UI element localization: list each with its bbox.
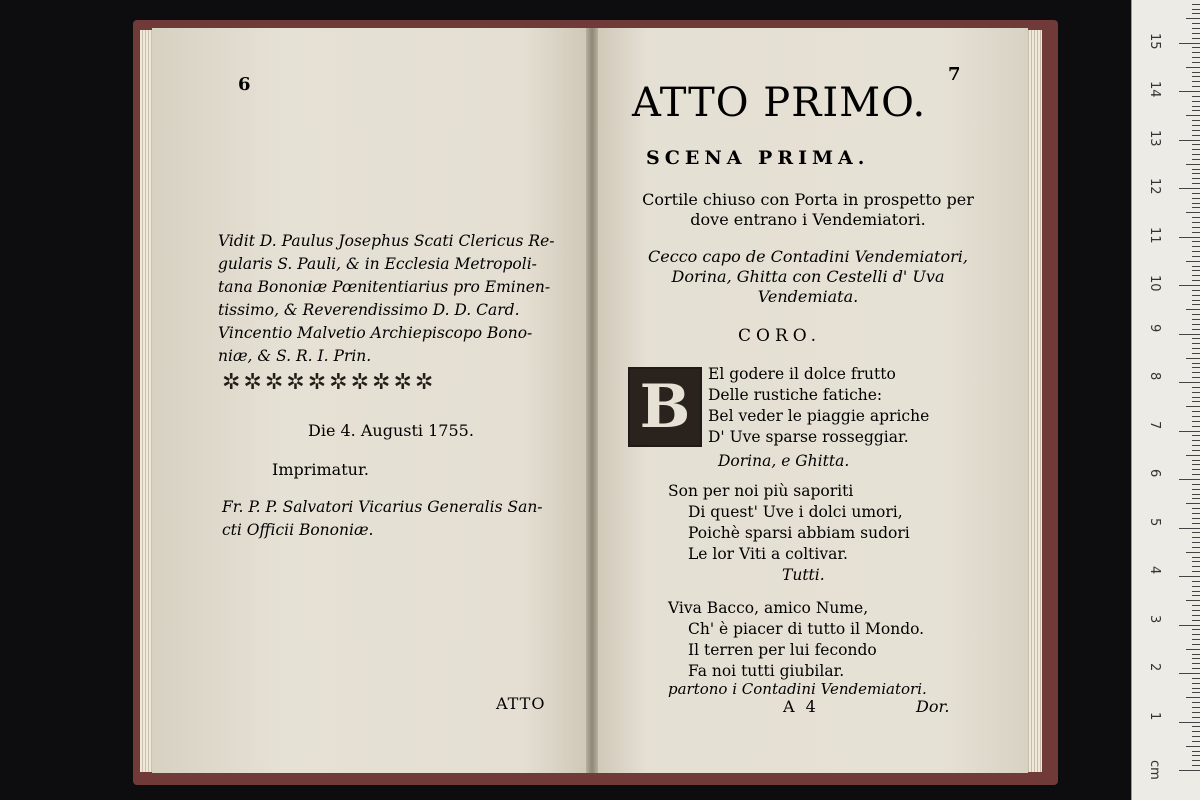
ruler-tick	[1186, 503, 1200, 504]
setting-line: dove entrano i Vendemiatori.	[690, 210, 926, 229]
ruler-tick	[1192, 173, 1200, 174]
ruler-tick	[1192, 101, 1200, 102]
ruler-tick	[1192, 702, 1200, 703]
ruler-tick	[1192, 314, 1200, 315]
ruler-tick	[1192, 736, 1200, 737]
ruler-tick	[1192, 120, 1200, 121]
imprimatur-approval	[218, 230, 578, 368]
right-catchword: Dor.	[916, 697, 950, 716]
ruler-tick	[1192, 561, 1200, 562]
ruler-tick	[1192, 367, 1200, 368]
imprimatur-line: tana Bononiæ Pœnitentiarius pro Eminen-	[218, 278, 551, 296]
verse-line: Di quest' Uve i dolci umori,	[688, 503, 903, 521]
setting-line: Cortile chiuso con Porta in prospetto per	[642, 190, 974, 209]
ruler-tick	[1192, 47, 1200, 48]
ruler-tick	[1192, 688, 1200, 689]
ruler-label: 5	[1147, 517, 1162, 526]
ruler-tick	[1192, 484, 1200, 485]
ruler-tick	[1192, 154, 1200, 155]
ruler-tick	[1192, 707, 1200, 708]
ruler-tick	[1192, 207, 1200, 208]
ruler-tick	[1192, 232, 1200, 233]
ruler-tick	[1192, 765, 1200, 766]
ruler-tick	[1179, 43, 1200, 44]
ruler-tick	[1192, 4, 1200, 5]
drop-cap: B	[628, 367, 702, 447]
ruler-tick	[1192, 566, 1200, 567]
ruler-tick	[1192, 280, 1200, 281]
ruler-label: cm	[1147, 760, 1162, 780]
ruler-tick	[1192, 474, 1200, 475]
right-page-edges	[1026, 30, 1042, 772]
ruler-tick	[1192, 13, 1200, 14]
ruler-tick	[1192, 295, 1200, 296]
ruler-tick	[1192, 57, 1200, 58]
ruler-tick	[1192, 508, 1200, 509]
ruler-tick	[1192, 571, 1200, 572]
ruler-tick	[1192, 266, 1200, 267]
ruler-tick	[1192, 639, 1200, 640]
ruler-tick	[1192, 183, 1200, 184]
chorus-verse	[708, 364, 929, 448]
signature-mark: A 4	[783, 697, 819, 716]
ruler-tick	[1192, 435, 1200, 436]
ruler-tick	[1192, 683, 1200, 684]
ruler-tick	[1192, 464, 1200, 465]
ruler-tick	[1192, 110, 1200, 111]
ruler-tick	[1192, 547, 1200, 548]
ruler-tick	[1192, 421, 1200, 422]
right-page-number: 7	[948, 64, 961, 85]
ruler-tick	[1192, 329, 1200, 330]
ruler-tick	[1179, 625, 1200, 626]
ruler-tick	[1192, 290, 1200, 291]
verse-line: Poichè sparsi abbiam sudori	[688, 524, 910, 542]
vicar-line: Fr. P. P. Salvatori Vicarius Generalis San-	[222, 498, 543, 516]
ruler-tick	[1192, 542, 1200, 543]
ruler-tick	[1179, 334, 1200, 335]
approval-date: Die 4. Augusti 1755.	[308, 421, 474, 440]
verse-line: Fa noi tutti giubilar.	[688, 662, 845, 680]
ruler-tick	[1179, 673, 1200, 674]
ruler-tick	[1186, 115, 1200, 116]
ruler-tick	[1192, 440, 1200, 441]
ruler-tick	[1192, 692, 1200, 693]
ruler-tick	[1192, 523, 1200, 524]
ruler-tick	[1192, 387, 1200, 388]
scene-setting	[628, 190, 988, 230]
ruler-tick	[1192, 270, 1200, 271]
imprimatur-word: Imprimatur.	[272, 460, 369, 479]
ruler-tick	[1192, 498, 1200, 499]
cast-line: Dorina, Ghitta con Cestelli d' Uva	[671, 267, 945, 286]
ruler-label: 12	[1147, 178, 1162, 195]
ruler-label: 1	[1147, 711, 1162, 720]
ruler-tick	[1192, 227, 1200, 228]
ruler-tick	[1186, 261, 1200, 262]
ruler-tick	[1192, 9, 1200, 10]
ruler-label: 10	[1147, 275, 1162, 292]
ruler-tick	[1192, 203, 1200, 204]
ruler-tick	[1192, 654, 1200, 655]
ruler-tick	[1192, 135, 1200, 136]
imprimatur-line: Vidit D. Paulus Josephus Scati Clericus Re-	[218, 232, 555, 250]
ruler-tick	[1192, 397, 1200, 398]
ruler-tick	[1192, 469, 1200, 470]
ruler-tick	[1186, 455, 1200, 456]
ruler-tick	[1179, 479, 1200, 480]
ruler-tick	[1192, 392, 1200, 393]
ruler-tick	[1192, 348, 1200, 349]
ruler-tick	[1179, 576, 1200, 577]
ruler-tick	[1186, 697, 1200, 698]
ruler-tick	[1192, 372, 1200, 373]
left-catchword: ATTO	[496, 694, 546, 713]
verse-line: Bel veder le piaggie apriche	[708, 407, 930, 425]
imprimatur-line: niæ, & S. R. I. Prin.	[218, 347, 372, 365]
ruler-tick	[1192, 450, 1200, 451]
verse-line: Ch' è piacer di tutto il Mondo.	[688, 620, 925, 638]
ruler-tick	[1192, 251, 1200, 252]
ruler-tick	[1186, 67, 1200, 68]
ruler-tick	[1192, 411, 1200, 412]
ruler-tick	[1192, 591, 1200, 592]
ruler-tick	[1186, 164, 1200, 165]
ruler-tick	[1192, 144, 1200, 145]
ruler-tick	[1192, 198, 1200, 199]
duet-verse	[668, 481, 910, 565]
ruler-tick	[1179, 91, 1200, 92]
ruler-tick	[1192, 426, 1200, 427]
act-title: ATTO PRIMO.	[632, 80, 927, 126]
ruler-tick	[1192, 222, 1200, 223]
ruler-tick	[1192, 557, 1200, 558]
measurement-ruler	[1131, 0, 1200, 800]
ruler-tick	[1192, 755, 1200, 756]
ornament-band: ✲✲✲✲✲✲✲✲✲✲	[222, 370, 437, 395]
ruler-tick	[1192, 28, 1200, 29]
ruler-tick	[1192, 445, 1200, 446]
ruler-tick	[1192, 169, 1200, 170]
ruler-tick	[1192, 130, 1200, 131]
left-page	[152, 28, 588, 773]
imprimatur-line: gularis S. Pauli, & in Ecclesia Metropoli-	[218, 255, 537, 273]
imprimatur-line: Vincentio Malvetio Archiepiscopo Bono-	[218, 324, 533, 342]
ruler-tick	[1192, 581, 1200, 582]
ruler-tick	[1192, 62, 1200, 63]
ruler-tick	[1192, 532, 1200, 533]
ruler-tick	[1192, 241, 1200, 242]
verse-line: Viva Bacco, amico Nume,	[668, 599, 869, 617]
ruler-tick	[1192, 513, 1200, 514]
ruler-tick	[1192, 731, 1200, 732]
ruler-tick	[1192, 159, 1200, 160]
scene-title: SCENA PRIMA.	[646, 147, 870, 169]
ruler-tick	[1192, 256, 1200, 257]
ruler-tick	[1192, 537, 1200, 538]
ruler-tick	[1192, 668, 1200, 669]
ruler-tick	[1192, 726, 1200, 727]
ruler-tick	[1192, 416, 1200, 417]
ruler-tick	[1192, 377, 1200, 378]
ruler-tick	[1192, 217, 1200, 218]
ruler-label: 4	[1147, 566, 1162, 575]
ruler-tick	[1179, 140, 1200, 141]
ruler-tick	[1186, 18, 1200, 19]
ruler-tick	[1179, 382, 1200, 383]
ruler-tick	[1192, 663, 1200, 664]
ruler-tick	[1192, 353, 1200, 354]
ruler-tick	[1192, 23, 1200, 24]
ruler-tick	[1192, 275, 1200, 276]
verse-line: Le lor Viti a coltivar.	[688, 545, 848, 563]
ruler-tick	[1192, 72, 1200, 73]
ruler-tick	[1192, 605, 1200, 606]
ruler-label: 8	[1147, 372, 1162, 381]
ruler-tick	[1192, 717, 1200, 718]
ruler-label: 14	[1147, 81, 1162, 98]
ruler-tick	[1179, 722, 1200, 723]
tutti-verse	[668, 598, 924, 682]
ruler-tick	[1192, 494, 1200, 495]
ruler-label: 15	[1147, 32, 1162, 50]
stage-direction: partono i Contadini Vendemiatori.	[668, 680, 927, 698]
ruler-tick	[1192, 634, 1200, 635]
ruler-tick	[1192, 246, 1200, 247]
ruler-tick	[1192, 595, 1200, 596]
ruler-tick	[1186, 746, 1200, 747]
cast-line: Cecco capo de Contadini Vendemiatori,	[648, 247, 968, 266]
ruler-tick	[1192, 125, 1200, 126]
ruler-tick	[1192, 96, 1200, 97]
speaker-label: Tutti.	[782, 566, 825, 584]
ruler-tick	[1192, 106, 1200, 107]
ruler-tick	[1192, 81, 1200, 82]
ruler-tick	[1192, 620, 1200, 621]
ruler-tick	[1179, 188, 1200, 189]
ruler-tick	[1192, 741, 1200, 742]
vicar-line: cti Officii Bononiæ.	[222, 521, 374, 539]
ruler-tick	[1192, 629, 1200, 630]
ruler-tick	[1179, 237, 1200, 238]
ruler-tick	[1192, 751, 1200, 752]
verse-line: Delle rustiche fatiche:	[708, 386, 883, 404]
ruler-tick	[1186, 212, 1200, 213]
ruler-label: 2	[1147, 663, 1162, 672]
ruler-tick	[1179, 285, 1200, 286]
ruler-tick	[1192, 343, 1200, 344]
vicar-signature	[222, 496, 582, 542]
ruler-label: 9	[1147, 323, 1162, 332]
ruler-tick	[1192, 712, 1200, 713]
ruler-tick	[1192, 338, 1200, 339]
ruler-tick	[1192, 304, 1200, 305]
ruler-tick	[1192, 489, 1200, 490]
verse-line: D' Uve sparse rosseggiar.	[708, 428, 909, 446]
ruler-tick	[1186, 552, 1200, 553]
left-page-number: 6	[238, 74, 251, 95]
cast-list	[628, 247, 988, 307]
ruler-label: 11	[1147, 226, 1162, 244]
ruler-label: 7	[1147, 420, 1162, 429]
ruler-tick	[1192, 300, 1200, 301]
ruler-tick	[1192, 460, 1200, 461]
show-through	[238, 92, 256, 127]
ruler-tick	[1192, 518, 1200, 519]
ruler-tick	[1192, 178, 1200, 179]
cast-line: Vendemiata.	[757, 287, 859, 306]
verse-line: Son per noi più saporiti	[668, 482, 854, 500]
speaker-label: Dorina, e Ghitta.	[718, 452, 850, 470]
ruler-tick	[1179, 528, 1200, 529]
chorus-heading: CORO.	[738, 326, 822, 346]
ruler-tick	[1192, 33, 1200, 34]
ruler-tick	[1192, 149, 1200, 150]
ruler-tick	[1186, 600, 1200, 601]
ruler-tick	[1192, 615, 1200, 616]
ruler-tick	[1192, 76, 1200, 77]
ruler-tick	[1179, 770, 1200, 771]
ruler-tick	[1179, 431, 1200, 432]
ruler-tick	[1186, 649, 1200, 650]
verse-line: El godere il dolce frutto	[708, 365, 896, 383]
ruler-tick	[1192, 610, 1200, 611]
verse-line: Il terren per lui fecondo	[688, 641, 877, 659]
ruler-tick	[1186, 309, 1200, 310]
ruler-tick	[1186, 406, 1200, 407]
ruler-tick	[1192, 324, 1200, 325]
ruler-tick	[1192, 38, 1200, 39]
ruler-tick	[1192, 193, 1200, 194]
ruler-tick	[1192, 760, 1200, 761]
ruler-tick	[1192, 319, 1200, 320]
ruler-tick	[1192, 401, 1200, 402]
imprimatur-line: tissimo, & Reverendissimo D. D. Card.	[218, 301, 520, 319]
ruler-tick	[1192, 363, 1200, 364]
ruler-tick	[1192, 658, 1200, 659]
ruler-tick	[1192, 644, 1200, 645]
ruler-label: 6	[1147, 469, 1162, 478]
ruler-tick	[1192, 52, 1200, 53]
book-gutter	[586, 28, 598, 773]
ruler-tick	[1186, 358, 1200, 359]
ruler-label: 13	[1147, 129, 1162, 147]
ruler-tick	[1192, 678, 1200, 679]
ruler-tick	[1192, 586, 1200, 587]
ruler-tick	[1192, 86, 1200, 87]
ruler-label: 3	[1147, 614, 1162, 623]
